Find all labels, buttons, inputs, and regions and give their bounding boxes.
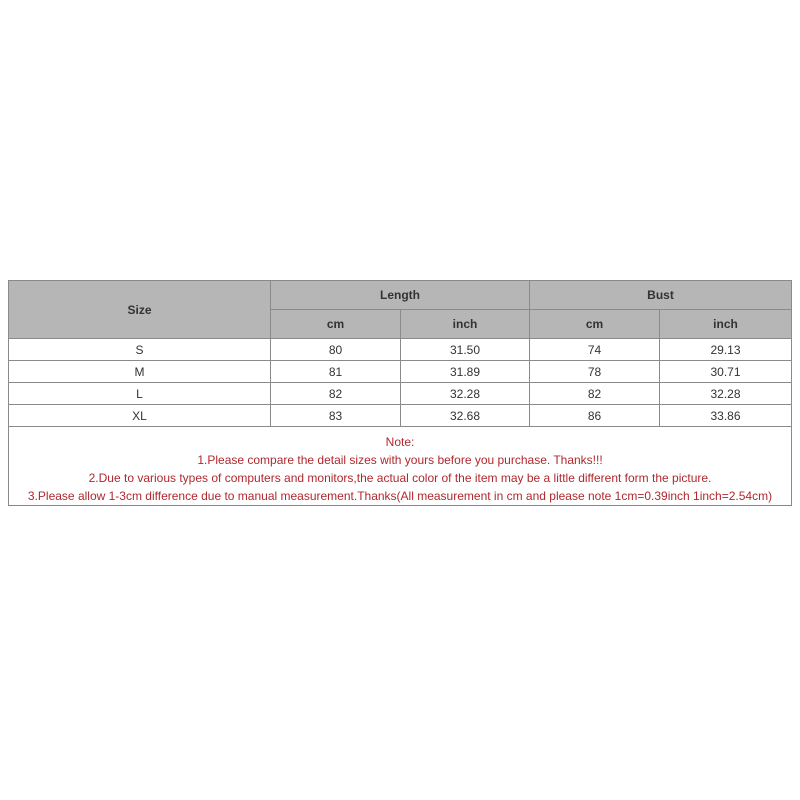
size-chart-table [8,280,792,506]
length-cm-header: cm [271,310,401,339]
table-row [9,339,792,361]
size-cell: S [9,339,271,361]
length-cm-cell: 83 [271,405,401,427]
bust-cm-cell: 74 [530,339,660,361]
length-cm-cell: 82 [271,383,401,405]
notes-cell [9,427,792,506]
length-inch-cell: 31.89 [401,361,530,383]
table-row [9,361,792,383]
length-inch-cell: 31.50 [401,339,530,361]
bust-inch-cell: 33.86 [660,405,792,427]
size-cell: L [9,383,271,405]
length-cm-cell: 81 [271,361,401,383]
table-row [9,383,792,405]
length-inch-header: inch [401,310,530,339]
note-line-2: 2.Due to various types of computers and monitors,the actual color of the item may be a little different form the picture. [88,471,712,485]
size-cell: M [9,361,271,383]
size-cell: XL [9,405,271,427]
length-group-header: Length [271,281,530,310]
table-row [9,405,792,427]
note-title: Note: [385,435,415,449]
size-column-header: Size [9,281,271,339]
header-row-groups [9,281,792,310]
note-line-1: 1.Please compare the detail sizes with yours before you purchase. Thanks!!! [197,453,603,467]
bust-cm-header: cm [530,310,660,339]
bust-cm-cell: 78 [530,361,660,383]
bust-group-header: Bust [530,281,792,310]
bust-inch-cell: 32.28 [660,383,792,405]
length-cm-cell: 80 [271,339,401,361]
notes-row [9,427,792,506]
bust-inch-cell: 29.13 [660,339,792,361]
bust-cm-cell: 86 [530,405,660,427]
bust-inch-cell: 30.71 [660,361,792,383]
note-line-3: 3.Please allow 1-3cm difference due to manual measurement.Thanks(All measurement in cm and please note 1cm=0.39inch 1inch=2.54cm) [27,489,773,503]
length-inch-cell: 32.28 [401,383,530,405]
bust-inch-header: inch [660,310,792,339]
length-inch-cell: 32.68 [401,405,530,427]
bust-cm-cell: 82 [530,383,660,405]
